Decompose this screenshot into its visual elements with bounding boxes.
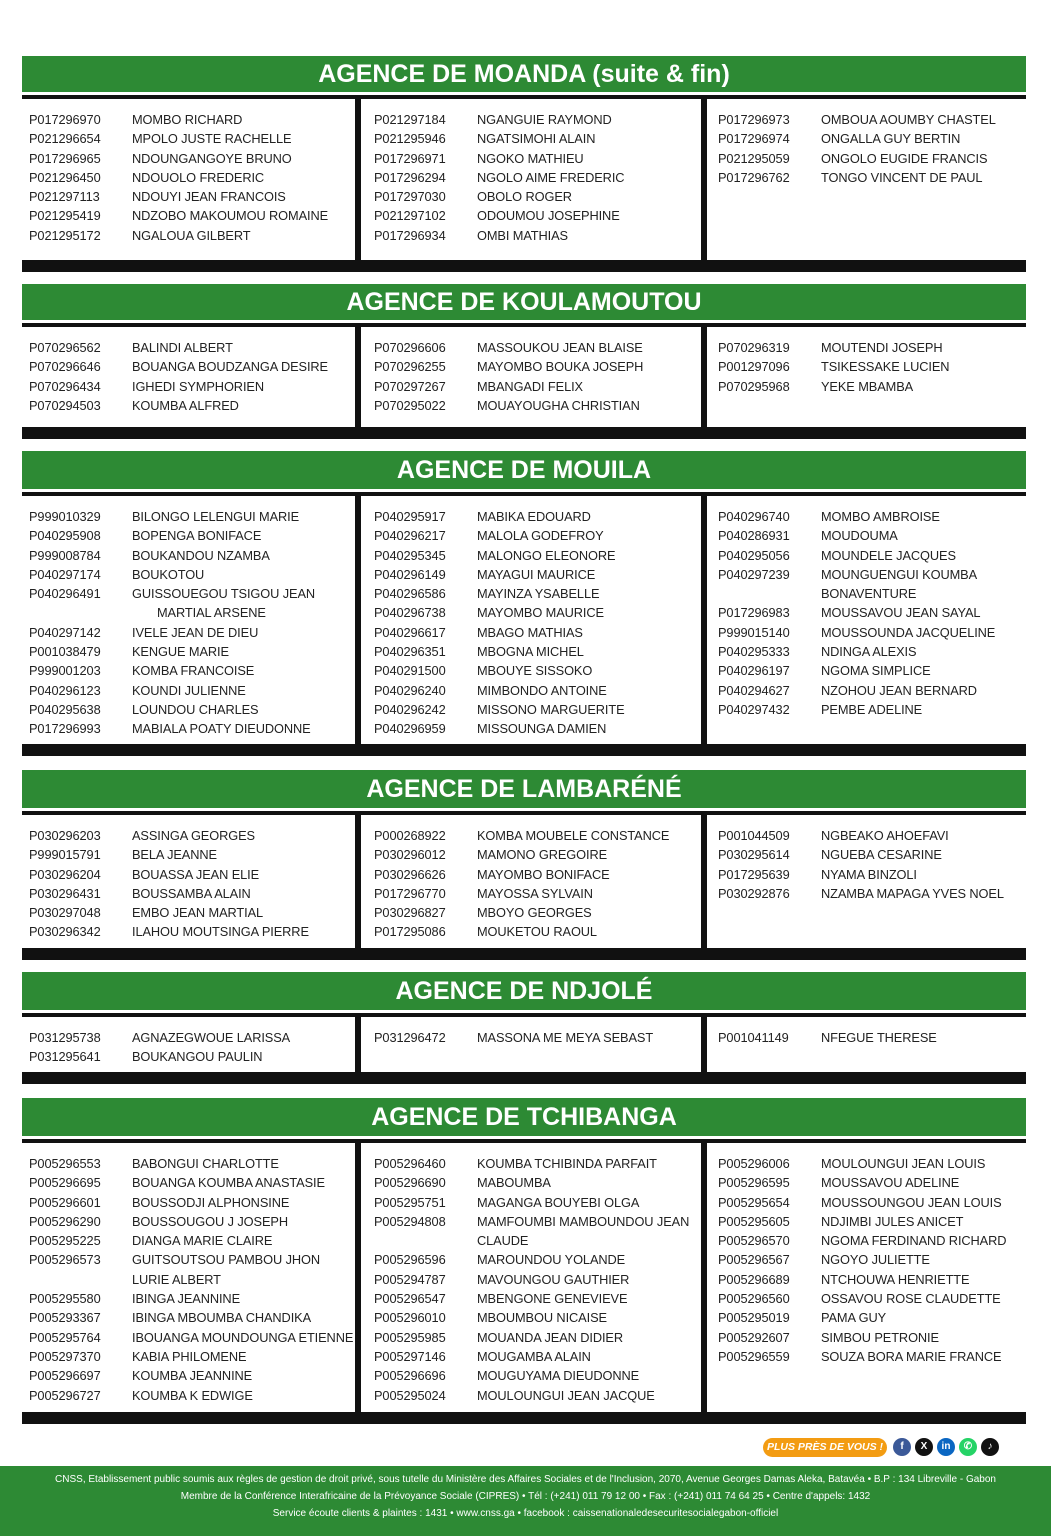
- member-name: BOUANGA KOUMBA ANASTASIE: [132, 1175, 325, 1191]
- section-title: AGENCE DE LAMBARÉNÉ: [22, 770, 1026, 808]
- member-name: MASSONA ME MEYA SEBAST: [477, 1030, 654, 1045]
- member-code: P005296601: [29, 1194, 101, 1210]
- member-name: BOUKANGOU PAULIN: [132, 1049, 263, 1065]
- column-divider: [701, 492, 707, 744]
- member-code: P017295639: [718, 866, 790, 882]
- section-bottom-bar: [22, 948, 1026, 960]
- member-code: P030296012: [374, 847, 446, 863]
- member-name: BONAVENTURE: [821, 586, 917, 602]
- member-code: P005295024: [374, 1387, 446, 1403]
- member-code: P040295345: [374, 547, 446, 563]
- member-name: MAYOSSA SYLVAIN: [477, 885, 593, 901]
- member-code: P005296595: [718, 1175, 790, 1191]
- section-bottom-bar: [22, 260, 1026, 272]
- member-code: P070296255: [374, 359, 446, 375]
- member-name: EMBO JEAN MARTIAL: [132, 905, 264, 921]
- member-name: YEKE MBAMBA: [821, 378, 914, 394]
- member-code: P017296983: [718, 605, 790, 621]
- member-name: NGUEBA CESARINE: [821, 847, 942, 863]
- member-code: P017296974: [718, 131, 790, 147]
- member-code: P017296973: [718, 112, 790, 127]
- member-name: SIMBOU PETRONIE: [821, 1329, 939, 1345]
- member-code: P040295638: [29, 701, 101, 717]
- member-name: BOUSSODJI ALPHONSINE: [132, 1194, 290, 1210]
- member-name: KOUMBA TCHIBINDA PARFAIT: [477, 1156, 657, 1171]
- member-name: IBOUANGA MOUNDOUNGA ETIENNE: [132, 1329, 354, 1345]
- column-divider: [355, 95, 361, 260]
- member-code: P040296738: [374, 605, 446, 621]
- member-code: P005297370: [29, 1348, 101, 1364]
- member-name: NDZOBO MAKOUMOU ROMAINE: [132, 208, 329, 224]
- member-code: P999001203: [29, 663, 101, 679]
- member-code: P021296450: [29, 169, 101, 185]
- member-code: P005295019: [718, 1310, 790, 1326]
- member-name: BOUKANDOU NZAMBA: [132, 547, 270, 563]
- member-code: P005296559: [718, 1348, 790, 1364]
- member-name: NDINGA ALEXIS: [821, 644, 917, 660]
- member-name: NZAMBA MAPAGA YVES NOEL: [821, 885, 1004, 901]
- member-name: MAYOMBO BONIFACE: [477, 866, 610, 882]
- member-name: MASSOUKOU JEAN BLAISE: [477, 340, 643, 355]
- member-code: P040297174: [29, 566, 101, 582]
- member-code: P040297142: [29, 624, 101, 640]
- member-name: NGOKO MATHIEU: [477, 150, 584, 166]
- member-code: P030296203: [29, 828, 101, 843]
- member-name: KENGUE MARIE: [132, 644, 229, 660]
- member-code: P040291500: [374, 663, 446, 679]
- member-code: P005296689: [718, 1271, 790, 1287]
- member-code: P005296695: [29, 1175, 101, 1191]
- member-code: P021297102: [374, 208, 446, 224]
- section-divider: [22, 492, 1026, 496]
- member-code: P017296970: [29, 112, 101, 127]
- member-name: NGOMA FERDINAND RICHARD: [821, 1233, 1007, 1249]
- member-code: P005294808: [374, 1213, 446, 1229]
- member-name: BALINDI ALBERT: [132, 340, 233, 355]
- section-divider: [22, 95, 1026, 99]
- member-name: NFEGUE THERESE: [821, 1030, 937, 1045]
- member-name: MAMONO GREGOIRE: [477, 847, 608, 863]
- member-name: PAMA GUY: [821, 1310, 887, 1326]
- member-code: P001044509: [718, 828, 790, 843]
- member-code: P040295333: [718, 644, 790, 660]
- member-code: P005296006: [718, 1156, 790, 1171]
- member-code: P999015791: [29, 847, 101, 863]
- member-code: P005296010: [374, 1310, 446, 1326]
- footer-line-1: CNSS, Etablissement public soumis aux règles de gestion de droit privé, sous tutelle du Ministère des Affaires Sociales et de l'Inclusion, 2070, Avenue Georges Damas Aleka, Batavéa • B.P : 134 Libreville - Gabon: [55, 1474, 996, 1485]
- member-code: P070296606: [374, 340, 446, 355]
- member-name: KABIA PHILOMENE: [132, 1348, 247, 1364]
- member-name: MPOLO JUSTE RACHELLE: [132, 131, 292, 147]
- member-name: ONGOLO EUGIDE FRANCIS: [821, 150, 988, 166]
- member-name: MBOGNA MICHEL: [477, 644, 584, 660]
- agency-section: [22, 972, 1026, 1084]
- member-name: NDOUYI JEAN FRANCOIS: [132, 189, 286, 205]
- section-title: AGENCE DE KOULAMOUTOU: [22, 284, 1026, 320]
- column-divider: [355, 811, 361, 948]
- member-name: MISSONO MARGUERITE: [477, 701, 625, 717]
- member-code: P040297432: [718, 701, 790, 717]
- member-code: P031295738: [29, 1030, 101, 1045]
- member-name: IBINGA MBOUMBA CHANDIKA: [132, 1310, 312, 1326]
- section-title: AGENCE DE MOUILA: [22, 451, 1026, 489]
- column-divider: [355, 492, 361, 744]
- member-name: BELA JEANNE: [132, 847, 217, 863]
- member-code: P005296573: [29, 1252, 101, 1268]
- member-name: BOUASSA JEAN ELIE: [132, 866, 260, 882]
- member-name: MOMBO AMBROISE: [821, 509, 940, 524]
- member-name: MALONGO ELEONORE: [477, 547, 616, 563]
- member-code: P040295056: [718, 547, 790, 563]
- column-divider: [701, 811, 707, 948]
- member-name: MIMBONDO ANTOINE: [477, 682, 607, 698]
- member-name: MBAGO MATHIAS: [477, 624, 583, 640]
- member-code: P040296617: [374, 624, 446, 640]
- member-code: P040296351: [374, 644, 446, 660]
- member-name: TONGO VINCENT DE PAUL: [821, 169, 983, 185]
- section-divider: [22, 323, 1026, 327]
- member-name: MAROUNDOU YOLANDE: [477, 1252, 626, 1268]
- member-name: NDJIMBI JULES ANICET: [821, 1213, 964, 1229]
- member-code: P017296993: [29, 721, 101, 737]
- member-name: MOUGAMBA ALAIN: [477, 1348, 591, 1364]
- member-code: P005295764: [29, 1329, 101, 1345]
- member-name: KOMBA MOUBELE CONSTANCE: [477, 828, 670, 843]
- section-title: AGENCE DE MOANDA (suite & fin): [22, 56, 1026, 92]
- section-bottom-bar: [22, 427, 1026, 439]
- member-code: P005295985: [374, 1329, 446, 1345]
- agency-section: [22, 451, 1026, 756]
- member-code: P017296934: [374, 227, 446, 243]
- member-name: DIANGA MARIE CLAIRE: [132, 1233, 273, 1249]
- footer-line-3: Service écoute clients & plaintes : 1431 • www.cnss.ga • facebook : caissenationaledesecuritesocialegabon-officiel: [272, 1508, 779, 1519]
- member-name: MABOUMBA: [477, 1175, 551, 1191]
- member-code: P005295580: [29, 1291, 101, 1307]
- member-code: P040296959: [374, 721, 446, 737]
- member-code: P999015140: [718, 624, 790, 640]
- member-name: MOUSSOUNDA JACQUELINE: [821, 624, 996, 640]
- member-name: KOUMBA JEANNINE: [132, 1368, 253, 1384]
- member-code: P070296562: [29, 340, 101, 355]
- member-code: P030296626: [374, 866, 446, 882]
- agency-section: [22, 56, 1026, 272]
- member-name: TSIKESSAKE LUCIEN: [821, 359, 950, 375]
- member-name: MBOYO GEORGES: [477, 905, 592, 921]
- member-name: ONGALLA GUY BERTIN: [821, 131, 961, 147]
- member-name: MAYOMBO MAURICE: [477, 605, 604, 621]
- member-code: P031296472: [374, 1030, 446, 1045]
- member-name: MOUGUYAMA DIEUDONNE: [477, 1368, 640, 1384]
- member-code: P040297239: [718, 566, 790, 582]
- member-name: MAYINZA YSABELLE: [477, 586, 600, 602]
- member-name: PEMBE ADELINE: [821, 701, 923, 717]
- member-code: P070295022: [374, 397, 446, 413]
- column-divider: [355, 1013, 361, 1072]
- member-code: P001041149: [718, 1030, 789, 1045]
- member-name: KOUMBA ALFRED: [132, 397, 239, 413]
- agency-section: [22, 770, 1026, 960]
- agency-section: [22, 1098, 1026, 1424]
- member-code: P005294787: [374, 1271, 446, 1287]
- section-divider: [22, 811, 1026, 815]
- section-bottom-bar: [22, 744, 1026, 756]
- member-name: BOPENGA BONIFACE: [132, 528, 262, 544]
- tiktok-icon[interactable]: ♪: [981, 1438, 999, 1456]
- member-name: NZOHOU JEAN BERNARD: [821, 682, 977, 698]
- member-code: P017296770: [374, 885, 446, 901]
- member-code: P070294503: [29, 397, 101, 413]
- member-name: NTCHOUWA HENRIETTE: [821, 1271, 970, 1287]
- member-name: MOUNGUENGUI KOUMBA: [821, 566, 978, 582]
- member-code: P005296570: [718, 1233, 790, 1249]
- member-name: BOUSSAMBA ALAIN: [132, 885, 251, 901]
- member-name: MAYAGUI MAURICE: [477, 566, 596, 582]
- member-name: NDOUNGANGOYE BRUNO: [132, 150, 292, 166]
- member-code: P030296431: [29, 885, 101, 901]
- member-code: P005295605: [718, 1213, 790, 1229]
- member-name: NGOLO AIME FREDERIC: [477, 169, 625, 185]
- member-name: MOUSSAVOU JEAN SAYAL: [821, 605, 981, 621]
- member-code: P021296654: [29, 131, 101, 147]
- member-code: P001297096: [718, 359, 790, 375]
- member-name: MAMFOUMBI MAMBOUNDOU JEAN: [477, 1213, 690, 1229]
- member-code: P005295654: [718, 1194, 790, 1210]
- member-code: P040295908: [29, 528, 101, 544]
- member-name: BABONGUI CHARLOTTE: [132, 1156, 279, 1171]
- member-code: P021295059: [718, 150, 790, 166]
- member-code: P005296596: [374, 1252, 446, 1268]
- section-title: AGENCE DE NDJOLÉ: [22, 972, 1026, 1010]
- member-name: NYAMA BINZOLI: [821, 866, 917, 882]
- member-code: P021297184: [374, 112, 446, 127]
- member-name: NGANGUIE RAYMOND: [477, 112, 612, 127]
- member-code: P005296460: [374, 1156, 446, 1171]
- section-divider: [22, 1139, 1026, 1143]
- member-name: BILONGO LELENGUI MARIE: [132, 509, 300, 524]
- member-name: OBOLO ROGER: [477, 189, 572, 205]
- facebook-icon[interactable]: f: [893, 1438, 911, 1456]
- member-code: P999010329: [29, 509, 101, 524]
- member-code: P030296204: [29, 866, 101, 882]
- member-name: MBANGADI FELIX: [477, 378, 583, 394]
- footer-line-2: Membre de la Conférence Interafricaine de la Prévoyance Sociale (CIPRES) • Tél : (+241) 011 79 12 00 • Fax : (+241) 011 74 64 25 • Centre d'appels: 1432: [180, 1491, 871, 1502]
- member-code: P040296491: [29, 586, 101, 602]
- member-code: P001038479: [29, 644, 101, 660]
- member-name: SOUZA BORA MARIE FRANCE: [821, 1348, 1002, 1364]
- member-name: NGBEAKO AHOEFAVI: [821, 828, 949, 843]
- member-name: MABIKA EDOUARD: [477, 509, 591, 524]
- member-name: MARTIAL ARSENE: [157, 605, 266, 621]
- member-name: GUITSOUTSOU PAMBOU JHON: [132, 1252, 321, 1268]
- member-name: LURIE ALBERT: [132, 1271, 221, 1287]
- member-code: P070296434: [29, 378, 101, 394]
- agency-section: [22, 284, 1026, 439]
- member-code: P005295751: [374, 1194, 446, 1210]
- member-name: MOUNDELE JACQUES: [821, 547, 956, 563]
- member-name: MOUSSOUNGOU JEAN LOUIS: [821, 1194, 1002, 1210]
- member-name: GUISSOUEGOU TSIGOU JEAN: [132, 586, 316, 602]
- member-code: P005297146: [374, 1348, 446, 1364]
- member-name: NGOYO JULIETTE: [821, 1252, 930, 1268]
- member-code: P030292876: [718, 885, 790, 901]
- member-name: MOULOUNGUI JEAN JACQUE: [477, 1387, 655, 1403]
- member-code: P017296762: [718, 169, 790, 185]
- member-name: KOUMBA K EDWIGE: [132, 1387, 253, 1403]
- member-code: P005296290: [29, 1213, 101, 1229]
- member-code: P070295968: [718, 378, 790, 394]
- member-code: P021295419: [29, 208, 101, 224]
- member-code: P040296586: [374, 586, 446, 602]
- member-code: P040296740: [718, 509, 790, 524]
- whatsapp-icon[interactable]: ✆: [959, 1438, 977, 1456]
- member-code: P005295225: [29, 1233, 101, 1249]
- member-code: P999008784: [29, 547, 101, 563]
- member-name: BOUKOTOU: [132, 566, 205, 582]
- member-name: IVELE JEAN DE DIEU: [132, 624, 259, 640]
- member-name: MOMBO RICHARD: [132, 112, 243, 127]
- section-bottom-bar: [22, 1072, 1026, 1084]
- member-code: P031295641: [29, 1049, 101, 1065]
- column-divider: [355, 323, 361, 427]
- member-name: MOUKETOU RAOUL: [477, 924, 597, 940]
- section-divider: [22, 1013, 1026, 1017]
- column-divider: [701, 323, 707, 427]
- section-title: AGENCE DE TCHIBANGA: [22, 1098, 1026, 1136]
- member-name: MOUAYOUGHA CHRISTIAN: [477, 397, 640, 413]
- member-name: NGATSIMOHI ALAIN: [477, 131, 596, 147]
- footer: [0, 1466, 1051, 1536]
- member-code: P040295917: [374, 509, 446, 524]
- member-code: P030295614: [718, 847, 790, 863]
- member-code: P005296697: [29, 1368, 101, 1384]
- member-code: P070297267: [374, 378, 446, 394]
- member-code: P040294627: [718, 682, 790, 698]
- member-name: OMBI MATHIAS: [477, 227, 568, 243]
- member-name: MALOLA GODEFROY: [477, 528, 604, 544]
- member-code: P005296690: [374, 1175, 446, 1191]
- member-name: IBINGA JEANNINE: [132, 1291, 241, 1307]
- member-code: P040296240: [374, 682, 446, 698]
- member-code: P005296547: [374, 1291, 446, 1307]
- member-code: P017296965: [29, 150, 101, 166]
- member-code: P000268922: [374, 828, 446, 843]
- member-name: MBENGONE GENEVIEVE: [477, 1291, 628, 1307]
- member-name: NDOUOLO FREDERIC: [132, 169, 265, 185]
- column-divider: [701, 1139, 707, 1412]
- member-name: MOUDOUMA: [821, 528, 898, 544]
- member-name: LOUNDOU CHARLES: [132, 701, 259, 717]
- member-code: P040296123: [29, 682, 101, 698]
- member-name: MOUSSAVOU ADELINE: [821, 1175, 960, 1191]
- member-name: MBOUYE SISSOKO: [477, 663, 593, 679]
- member-code: P021295172: [29, 227, 101, 243]
- member-name: ILAHOU MOUTSINGA PIERRE: [132, 924, 309, 940]
- member-code: P005296567: [718, 1252, 790, 1268]
- column-divider: [355, 1139, 361, 1412]
- member-name: AGNAZEGWOUE LARISSA: [132, 1030, 291, 1045]
- member-code: P070296319: [718, 340, 790, 355]
- member-code: P030296827: [374, 905, 446, 921]
- column-divider: [701, 1013, 707, 1072]
- tagline-badge: PLUS PRÈS DE VOUS !: [763, 1438, 887, 1457]
- member-code: P040296217: [374, 528, 446, 544]
- member-code: P005296560: [718, 1291, 790, 1307]
- member-name: IGHEDI SYMPHORIEN: [132, 378, 264, 394]
- member-name: CLAUDE: [477, 1233, 529, 1249]
- section-bottom-bar: [22, 1412, 1026, 1424]
- member-code: P021295946: [374, 131, 446, 147]
- column-divider: [701, 95, 707, 260]
- member-code: P005292607: [718, 1329, 790, 1345]
- member-code: P005296553: [29, 1156, 101, 1171]
- member-name: MABIALA POATY DIEUDONNE: [132, 721, 311, 737]
- member-name: MAYOMBO BOUKA JOSEPH: [477, 359, 644, 375]
- member-code: P030297048: [29, 905, 101, 921]
- member-name: OSSAVOU ROSE CLAUDETTE: [821, 1291, 1001, 1307]
- member-name: BOUSSOUGOU J JOSEPH: [132, 1213, 288, 1229]
- member-name: MAGANGA BOUYEBI OLGA: [477, 1194, 640, 1210]
- member-code: P005296727: [29, 1387, 101, 1403]
- member-name: MOUANDA JEAN DIDIER: [477, 1329, 623, 1345]
- member-code: P040296149: [374, 566, 446, 582]
- member-name: MOULOUNGUI JEAN LOUIS: [821, 1156, 986, 1171]
- member-name: MBOUMBOU NICAISE: [477, 1310, 607, 1326]
- linkedin-icon[interactable]: in: [937, 1438, 955, 1456]
- member-code: P040296242: [374, 701, 446, 717]
- member-name: MISSOUNGA DAMIEN: [477, 721, 607, 737]
- member-name: KOMBA FRANCOISE: [132, 663, 255, 679]
- member-code: P005296696: [374, 1368, 446, 1384]
- member-code: P070296646: [29, 359, 101, 375]
- member-code: P040286931: [718, 528, 790, 544]
- member-name: MAVOUNGOU GAUTHIER: [477, 1271, 630, 1287]
- member-code: P005293367: [29, 1310, 101, 1326]
- member-name: ODOUMOU JOSEPHINE: [477, 208, 620, 224]
- x-icon[interactable]: X: [915, 1438, 933, 1456]
- member-code: P017296294: [374, 169, 446, 185]
- member-code: P021297113: [29, 189, 100, 205]
- member-code: P030296342: [29, 924, 101, 940]
- member-code: P017297030: [374, 189, 446, 205]
- member-code: P017295086: [374, 924, 446, 940]
- member-name: NGALOUA GILBERT: [132, 227, 251, 243]
- member-name: ASSINGA GEORGES: [132, 828, 255, 843]
- member-name: BOUANGA BOUDZANGA DESIRE: [132, 359, 328, 375]
- member-code: P040296197: [718, 663, 790, 679]
- member-name: MOUTENDI JOSEPH: [821, 340, 943, 355]
- member-name: NGOMA SIMPLICE: [821, 663, 931, 679]
- member-name: OMBOUA AOUMBY CHASTEL: [821, 112, 996, 127]
- member-name: KOUNDI JULIENNE: [132, 682, 246, 698]
- member-code: P017296971: [374, 150, 446, 166]
